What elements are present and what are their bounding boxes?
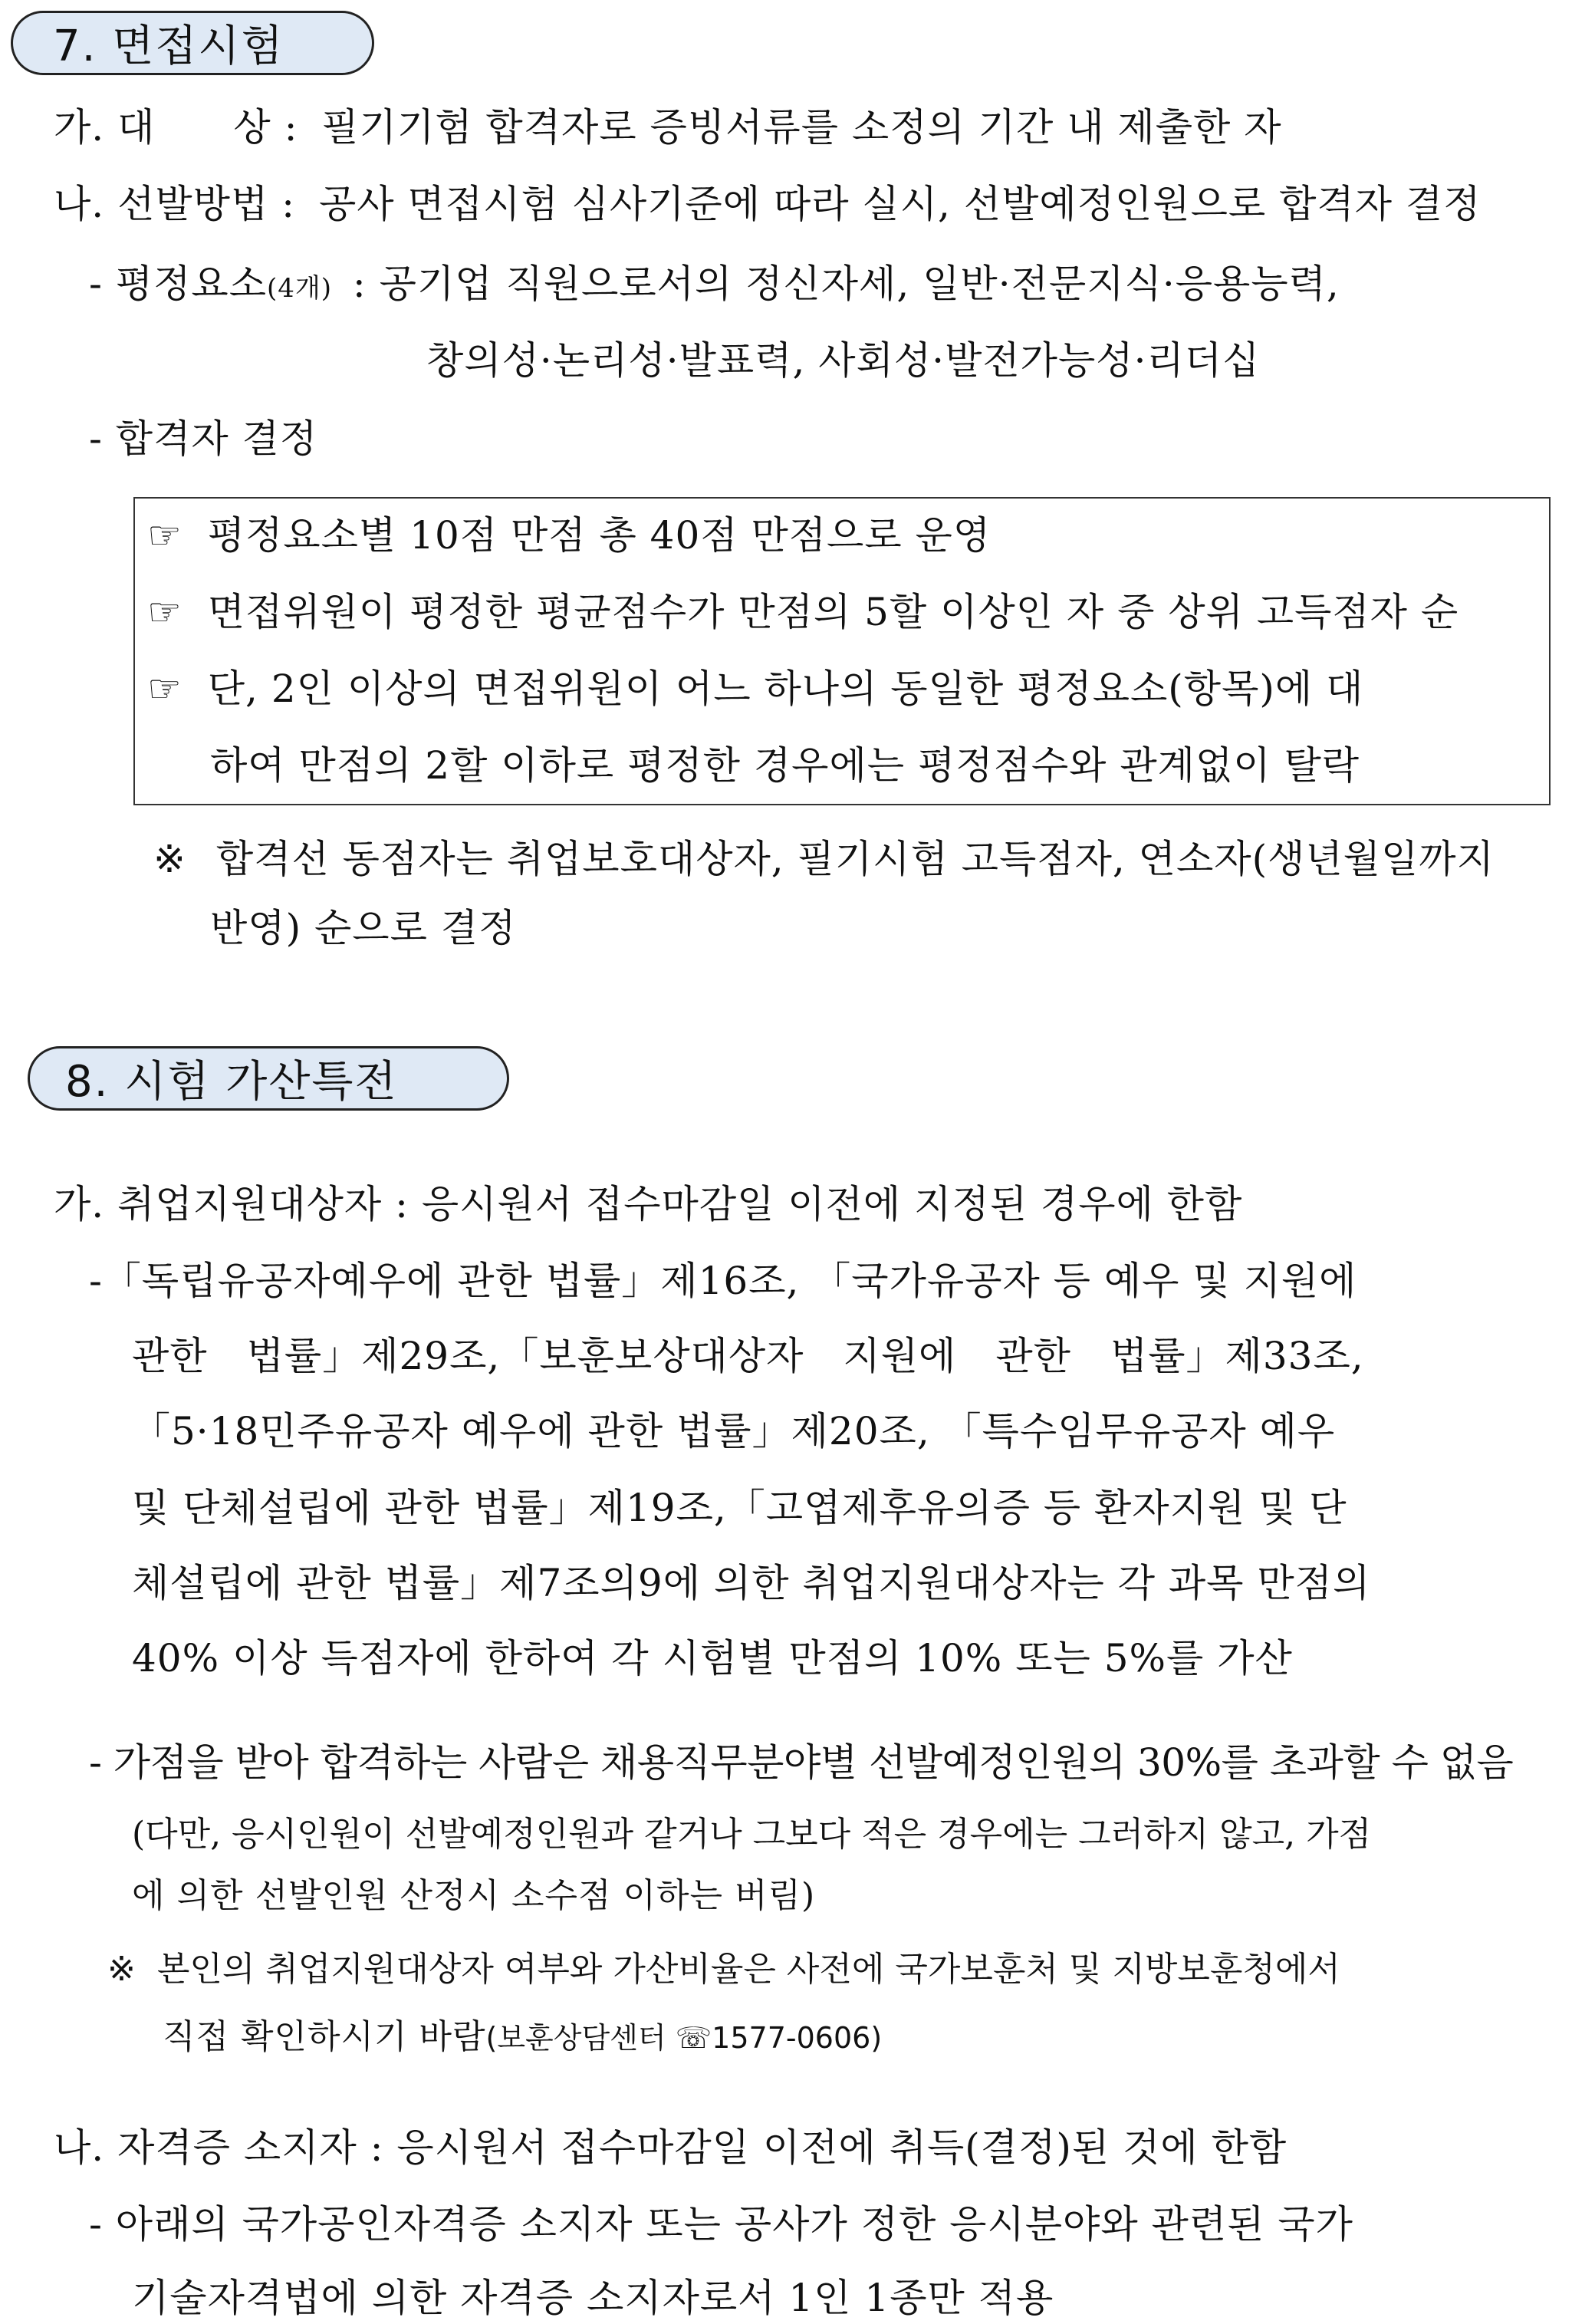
s8-cap-line3: 에 의한 선발인원 산정시 소수점 이하는 버림)	[132, 1876, 816, 1915]
pointing-hand-icon: ☞	[147, 667, 183, 711]
s7-factors-line2: 창의성·논리성·발표력, 사회성·발전가능성·리더십	[426, 338, 1261, 383]
s8-note-line1: ※ 본인의 취업지원대상자 여부와 가산비율은 사전에 국가보훈처 및 지방보훈청에서	[107, 1950, 1340, 1989]
section-8-title: 8. 시험 가산특전	[65, 1057, 398, 1107]
s8-law-line3: 「5·18민주유공자 예우에 관한 법률」제20조, 「특수임무유공자 예우	[132, 1409, 1336, 1453]
s8-cap-line1: - 가점을 받아 합격하는 사람은 채용직무분야별 선발예정인원의 30%를 초과할 수 없음	[89, 1740, 1514, 1785]
s8-law-line1: -「독립유공자예우에 관한 법률」제16조, 「국가유공자 등 예우 및 지원에	[89, 1259, 1357, 1303]
phone-contact: (보훈상담센터 ☏1577-0606)	[485, 2021, 883, 2055]
s7-box-line2: ☞ 면접위원이 평정한 평균점수가 만점의 5할 이상인 자 중 상위 고득점자 순	[147, 590, 1459, 634]
reference-mark-icon: ※	[107, 1950, 136, 1989]
section-7-title: 7. 면접시험	[53, 21, 284, 71]
pointing-hand-icon: ☞	[147, 513, 183, 558]
s8-law-line5: 체설립에 관한 법률」제7조의9에 의한 취업지원대상자는 각 과목 만점의	[132, 1561, 1371, 1605]
pointing-hand-icon: ☞	[147, 590, 183, 634]
s8-na-title: 나. 자격증 소지자 : 응시원서 접수마감일 이전에 취득(결정)된 것에 한함	[54, 2125, 1288, 2170]
s7-note-line2: 반영) 순으로 결정	[210, 906, 517, 950]
s7-decision-label: - 합격자 결정	[89, 416, 318, 461]
s8-ga-title: 가. 취업지원대상자 : 응시원서 접수마감일 이전에 지정된 경우에 한함	[54, 1182, 1243, 1226]
s8-cap-line2: (다만, 응시인원이 선발예정인원과 같거나 그보다 적은 경우에는 그러하지 않고, 가점	[132, 1815, 1372, 1854]
s7-item-na: 나. 선발방법 : 공사 면접시험 심사기준에 따라 실시, 선발예정인원으로 합격자 결정	[54, 182, 1482, 226]
s7-note-line1: ※ 합격선 동점자는 취업보호대상자, 필기시험 고득점자, 연소자(생년월일까지	[153, 837, 1495, 881]
s8-law-line4: 및 단체설립에 관한 법률」제19조,「고엽제후유의증 등 환자지원 및 단	[132, 1486, 1347, 1530]
s8-law-line2: 관한 법률」제29조,「보훈보상대상자 지원에 관한 법률」제33조,	[132, 1334, 1364, 1378]
s7-box-line1: ☞ 평정요소별 10점 만점 총 40점 만점으로 운영	[147, 513, 992, 558]
s8-note-line2: 직접 확인하시기 바람(보훈상담센터 ☏1577-0606)	[163, 2017, 883, 2056]
s7-box-line4: 하여 만점의 2할 이하로 평정한 경우에는 평정점수와 관계없이 탈락	[210, 743, 1360, 788]
section-7-heading	[11, 11, 374, 75]
s7-factors-line1: - 평정요소(4개) : 공기업 직원으로서의 정신자세, 일반·전문지식·응용능력,	[89, 262, 1340, 306]
reference-mark-icon: ※	[153, 837, 186, 881]
s8-cert-line1: - 아래의 국가공인자격증 소지자 또는 공사가 정한 응시분야와 관련된 국가	[89, 2202, 1353, 2247]
s7-item-ga: 가. 대 상 : 필기기험 합격자로 증빙서류를 소정의 기간 내 제출한 자	[54, 105, 1282, 150]
s7-box-line3: ☞ 단, 2인 이상의 면접위원이 어느 하나의 동일한 평정요소(항목)에 대	[147, 667, 1364, 711]
s8-cert-line2: 기술자격법에 의한 자격증 소지자로서 1인 1종만 적용	[132, 2276, 1054, 2320]
section-8-heading	[28, 1046, 509, 1111]
s8-law-line6: 40% 이상 득점자에 한하여 각 시험별 만점의 10% 또는 5%를 가산	[132, 1636, 1293, 1680]
